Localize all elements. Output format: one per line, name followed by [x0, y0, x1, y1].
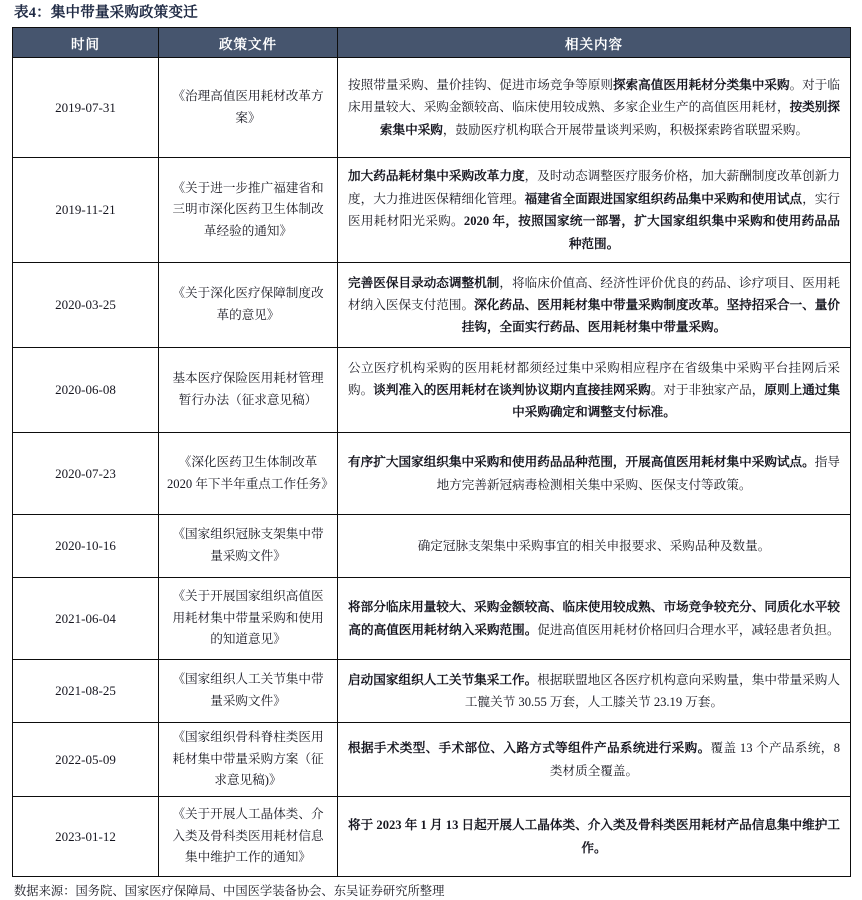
page-title: 表4：集中带量采购政策变迁: [14, 5, 198, 21]
cell-policy-document: 《国家组织人工关节集中带量采购文件》: [159, 660, 338, 723]
cell-policy-document: 《国家组织骨科脊柱类医用耗材集中带量采购方案（征求意见稿)》: [159, 723, 338, 797]
content-fragment: 促进高值医用耗材价格回归合理水平，减轻患者负担。: [537, 622, 840, 637]
content-fragment: 加大药品耗材集中采购改革力度: [348, 169, 525, 184]
cell-date: 2019-11-21: [13, 158, 159, 263]
content-fragment: 指导地方完善新冠病毒检测相关集中采购、医保支付等政策。: [436, 455, 841, 492]
cell-policy-document: 《关于开展国家组织高值医用耗材集中带量采购和使用的知道意见》: [159, 578, 338, 660]
cell-date: 2020-10-16: [13, 515, 159, 578]
source-note: 数据来源：国务院、国家医疗保障局、中国医学装备协会、东吴证券研究所整理: [14, 884, 445, 899]
table-header: [13, 28, 851, 58]
content-fragment: 。对于临床用量较大、采购金额较高、临床使用较成熟、多家企业生产的高值医用耗材，: [348, 78, 841, 115]
cell-related-content: [338, 263, 851, 348]
policy-timeline-table: [12, 27, 851, 877]
cell-policy-document: 基本医疗保险医用耗材管理暂行办法（征求意见稿）: [159, 348, 338, 433]
column-header-time: 时间: [13, 28, 159, 58]
content-fragment: 启动国家组织人工关节集采工作。: [348, 672, 538, 687]
content-fragment: 根据手术类型、手术部位、入路方式等组件产品系统进行采购。: [348, 741, 711, 756]
content-fragment: 按照带量采购、量价挂钩、促进市场竞争等原则: [348, 78, 613, 93]
content-fragment: 覆盖 13 个产品系统，8 类材质全覆盖。: [549, 741, 841, 778]
content-fragment: 2020 年，按照国家统一部署，扩大国家组织集中采购和使用药品品种范围。: [463, 214, 841, 251]
cell-policy-document: 《深化医药卫生体制改革2020 年下半年重点工作任务》: [159, 433, 338, 515]
table-row: [13, 723, 851, 797]
cell-date: 2021-08-25: [13, 660, 159, 723]
cell-date: 2022-05-09: [13, 723, 159, 797]
cell-date: 2019-07-31: [13, 58, 159, 158]
cell-policy-document: 《国家组织冠脉支架集中带量采购文件》: [159, 515, 338, 578]
cell-policy-document: 《治理高值医用耗材改革方案》: [159, 58, 338, 158]
cell-related-content: [338, 723, 851, 797]
table-row: [13, 433, 851, 515]
content-fragment: 探索高值医用耗材分类集中采购: [612, 78, 790, 93]
cell-related-content: [338, 158, 851, 263]
content-fragment: 按类别探索集中采购: [379, 100, 841, 137]
cell-related-content: [338, 433, 851, 515]
content-fragment: 原则上通过集中采购确定和调整支付标准。: [512, 382, 841, 420]
table-row: [13, 797, 851, 877]
content-fragment: 公立医疗机构采购的医用耗材都须经过集中采购相应程序在省级集中采购平台挂网后采购。: [348, 360, 840, 397]
table-row: [13, 660, 851, 723]
content-fragment: 确定冠脉支架集中采购事宜的相关申报要求、采购品种及数量。: [417, 538, 771, 553]
content-fragment: 完善医保目录动态调整机制: [348, 275, 500, 290]
cell-related-content: [338, 797, 851, 877]
content-fragment: ，实行医用耗材阳光采购。: [348, 191, 841, 229]
cell-policy-document: 《关于深化医疗保障制度改革的意见》: [159, 263, 338, 348]
cell-related-content: [338, 660, 851, 723]
cell-date: 2020-03-25: [13, 263, 159, 348]
cell-policy-document: 《关于进一步推广福建省和三明市深化医药卫生体制改革经验的通知》: [159, 158, 338, 263]
content-fragment: 有序扩大国家组织集中采购和使用药品品种范围，开展高值医用耗材集中采购试点。: [348, 455, 815, 470]
table-row: [13, 578, 851, 660]
cell-date: 2023-01-12: [13, 797, 159, 877]
table-row: [13, 158, 851, 263]
content-fragment: ，将临床价值高、经济性评价优良的药品、诊疗项目、医用耗材纳入医保支付范围。: [348, 275, 841, 312]
table-row: [13, 263, 851, 348]
cell-policy-document: 《关于开展人工晶体类、介入类及骨科类医用耗材信息集中维护工作的通知》: [159, 797, 338, 877]
content-fragment: ，及时动态调整医疗服务价格，加大薪酬制度改革创新力度，大力推进医保精细化管理。: [348, 169, 841, 206]
table-row: [13, 515, 851, 578]
content-fragment: 福建省全面跟进国家组织药品集中采购和使用试点: [524, 191, 803, 206]
table-row: [13, 58, 851, 158]
table-row: [13, 348, 851, 433]
cell-date: 2020-06-08: [13, 348, 159, 433]
cell-date: 2020-07-23: [13, 433, 159, 515]
content-fragment: 。对于非独家产品，: [650, 382, 765, 397]
content-fragment: 将于 2023 年 1 月 13 日起开展人工晶体类、介入类及骨科类医用耗材产品信息集中维护工作。: [348, 818, 840, 855]
table-header-row: [13, 28, 851, 58]
column-header-content: 相关内容: [338, 28, 851, 58]
cell-related-content: [338, 578, 851, 660]
cell-related-content: [338, 348, 851, 433]
content-fragment: 根据联盟地区各医疗机构意向采购量，集中带量采购人工髋关节 30.55 万套，人工膝关节 23.19 万套。: [464, 672, 841, 710]
table-body: [13, 58, 851, 877]
column-header-policy: 政策文件: [159, 28, 338, 58]
cell-date: 2021-06-04: [13, 578, 159, 660]
content-fragment: 将部分临床用量较大、采购金额较高、临床使用较成熟、市场竞争较充分、同质化水平较高的高值医用耗材纳入采购范围。: [348, 600, 840, 637]
cell-related-content: [338, 58, 851, 158]
cell-related-content: [338, 515, 851, 578]
content-fragment: ，鼓励医疗机构联合开展带量谈判采购，积极探索跨省联盟采购。: [442, 122, 809, 137]
content-fragment: 谈判准入的医用耗材在谈判协议期内直接挂网采购: [373, 382, 651, 397]
content-fragment: 深化药品、医用耗材集中带量采购制度改革。坚持招采合一、量价挂钩，全面实行药品、医用耗材集中带量采购。: [461, 297, 841, 335]
